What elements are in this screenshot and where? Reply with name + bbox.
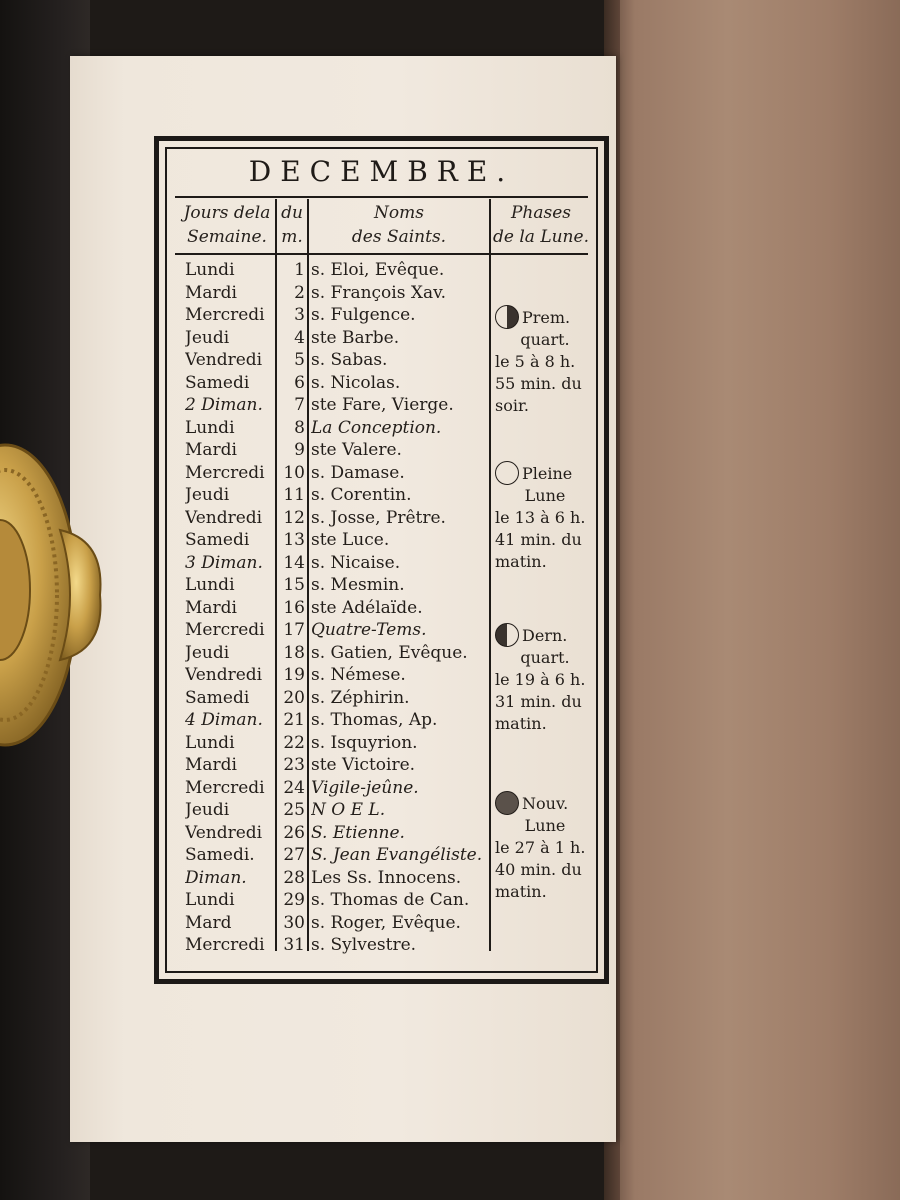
header-saint <box>311 201 487 249</box>
day-number-cell: 27 <box>283 845 305 865</box>
saint-cell: ste Barbe. <box>311 327 400 348</box>
phase-label: Dern. <box>522 626 568 645</box>
weekday-cell: Samedi. <box>185 845 255 865</box>
phase-line <box>495 305 595 329</box>
phase-line: Lune <box>524 816 566 835</box>
day-number-cell: 6 <box>294 372 305 393</box>
phase-line: 41 min. du <box>495 530 582 549</box>
day-number-cell: 26 <box>283 822 305 843</box>
table-row <box>159 912 589 935</box>
saint-cell: s. Thomas, Ap. <box>311 710 438 730</box>
saint-cell: s. Corentin. <box>311 485 412 505</box>
saint-cell: Quatre-Tems. <box>311 620 427 640</box>
day-number-cell: 10 <box>283 462 305 483</box>
phase-label: Prem. <box>522 308 571 327</box>
day-number-cell: 24 <box>283 777 305 798</box>
header-saint-line1: Noms <box>374 203 424 223</box>
day-number-cell: 8 <box>294 417 305 438</box>
phase-line: le 5 à 8 h. <box>495 352 576 371</box>
weekday-cell: Jeudi <box>185 800 230 820</box>
weekday-cell: Mercredi <box>185 462 265 483</box>
phase-label: Pleine <box>522 464 573 483</box>
saint-cell: s. Sabas. <box>311 350 388 370</box>
weekday-cell: 3 Diman. <box>185 552 263 573</box>
weekday-cell: Vendredi <box>185 507 263 528</box>
weekday-cell: Samedi <box>185 687 250 708</box>
weekday-cell: Vendredi <box>185 822 263 843</box>
day-number-cell: 12 <box>283 507 305 528</box>
table-row <box>159 439 589 462</box>
weekday-cell: Mercredi <box>185 620 265 640</box>
phase-line <box>495 623 595 647</box>
weekday-cell: Jeudi <box>185 327 230 348</box>
saint-cell: s. Némese. <box>311 665 406 685</box>
weekday-cell: Vendredi <box>185 350 263 370</box>
saint-cell: ste Fare, Vierge. <box>311 395 454 415</box>
phase-line: quart. <box>520 648 570 667</box>
day-number-cell: 4 <box>294 327 305 348</box>
phase-new-moon <box>495 791 595 903</box>
header-num <box>275 201 309 249</box>
weekday-cell: Samedi <box>185 530 250 550</box>
weekday-cell: Lundi <box>185 732 235 753</box>
day-number-cell: 16 <box>283 597 305 618</box>
day-number-cell: 19 <box>283 665 305 685</box>
header-day-line2: Semaine. <box>187 227 267 247</box>
day-number-cell: 29 <box>283 890 305 910</box>
header-phase-line1: Phases <box>510 203 572 223</box>
saint-cell: s. Thomas de Can. <box>311 890 470 910</box>
day-number-cell: 9 <box>294 440 305 460</box>
table-row <box>159 597 589 620</box>
saint-cell: s. Zéphirin. <box>311 687 410 708</box>
weekday-cell: Lundi <box>185 260 235 280</box>
header-day <box>181 201 273 249</box>
phase-full-moon <box>495 461 595 573</box>
month-title: DECEMBRE. <box>248 155 515 188</box>
saint-cell: s. Gatien, Evêque. <box>311 642 468 663</box>
day-number-cell: 1 <box>294 260 305 280</box>
phase-last-quarter <box>495 623 595 735</box>
header-saint-line2: des Saints. <box>351 227 447 247</box>
saint-cell: s. Sylvestre. <box>311 935 417 955</box>
header-rule-top <box>175 196 588 198</box>
table-row <box>159 259 589 282</box>
header-day-line1: Jours dela <box>183 203 271 223</box>
saint-cell: s. Roger, Evêque. <box>311 912 461 933</box>
phase-first-quarter <box>495 305 595 417</box>
saint-cell: s. Josse, Prêtre. <box>311 507 446 528</box>
day-number-cell: 18 <box>283 642 305 663</box>
table-row <box>159 574 589 597</box>
weekday-cell: Mard <box>185 912 232 933</box>
calendar-frame <box>154 136 609 984</box>
header-num-line1: du <box>281 203 303 223</box>
saint-cell: S. Etienne. <box>311 822 405 843</box>
phase-line: soir. <box>495 396 529 415</box>
saint-cell: s. Isquyrion. <box>311 732 418 753</box>
phase-line: matin. <box>495 714 547 733</box>
phase-line: Lune <box>524 486 566 505</box>
header-phase-line2: de la Lune. <box>493 227 589 247</box>
weekday-cell: Vendredi <box>185 665 263 685</box>
phase-label: Nouv. <box>522 794 569 813</box>
saint-cell: s. Mesmin. <box>311 575 405 595</box>
phase-line: quart. <box>520 330 570 349</box>
phase-line <box>495 461 595 485</box>
saint-cell: ste Luce. <box>311 530 390 550</box>
day-number-cell: 17 <box>283 620 305 640</box>
saint-cell: ste Valere. <box>311 440 402 460</box>
day-number-cell: 15 <box>283 575 305 595</box>
moon-full-moon-icon <box>495 461 519 485</box>
saint-cell: ste Adélaïde. <box>311 597 423 618</box>
weekday-cell: Lundi <box>185 575 235 595</box>
phase-line <box>495 791 595 815</box>
moon-new-moon-icon <box>495 791 519 815</box>
saint-cell: s. Damase. <box>311 462 405 483</box>
phase-line: le 13 à 6 h. <box>495 508 586 527</box>
weekday-cell: Mercredi <box>185 777 265 798</box>
table-row <box>159 754 589 777</box>
day-number-cell: 13 <box>283 530 305 550</box>
day-number-cell: 21 <box>283 710 305 730</box>
saint-cell: S. Jean Evangéliste. <box>311 845 483 865</box>
weekday-cell: 2 Diman. <box>185 395 263 415</box>
header-phase <box>489 201 593 249</box>
saint-cell: s. Nicolas. <box>311 372 401 393</box>
saint-cell: Vigile-jeûne. <box>311 777 419 798</box>
day-number-cell: 11 <box>283 485 305 505</box>
day-number-cell: 30 <box>283 912 305 933</box>
saint-cell: s. François Xav. <box>311 282 447 303</box>
day-number-cell: 5 <box>294 350 305 370</box>
day-number-cell: 28 <box>283 867 305 888</box>
day-number-cell: 22 <box>283 732 305 753</box>
saint-cell: s. Nicaise. <box>311 552 401 573</box>
table-row <box>159 282 589 305</box>
saint-cell: ste Victoire. <box>311 755 416 775</box>
weekday-cell: Mardi <box>185 282 237 303</box>
phase-line: matin. <box>495 882 547 901</box>
phase-line: le 19 à 6 h. <box>495 670 586 689</box>
weekday-cell: Jeudi <box>185 642 230 663</box>
day-number-cell: 23 <box>283 755 305 775</box>
weekday-cell: Mercredi <box>185 935 265 955</box>
table-row <box>159 934 589 957</box>
day-number-cell: 3 <box>294 305 305 325</box>
moon-first-quarter-icon <box>495 305 519 329</box>
weekday-cell: Lundi <box>185 890 235 910</box>
weekday-cell: Jeudi <box>185 485 230 505</box>
day-number-cell: 25 <box>283 800 305 820</box>
saint-cell: s. Eloi, Evêque. <box>311 260 445 280</box>
weekday-cell: Mardi <box>185 440 237 460</box>
saint-cell: N O E L. <box>311 800 386 820</box>
weekday-cell: Samedi <box>185 372 250 393</box>
phase-line: 31 min. du <box>495 692 582 711</box>
day-number-cell: 14 <box>283 552 305 573</box>
weekday-cell: Mardi <box>185 597 237 618</box>
saint-cell: Les Ss. Innocens. <box>311 867 462 888</box>
weekday-cell: 4 Diman. <box>185 710 263 730</box>
table-row <box>159 417 589 440</box>
header-num-line2: m. <box>281 227 303 247</box>
brass-clasp-icon <box>0 440 110 750</box>
day-number-cell: 20 <box>283 687 305 708</box>
moon-last-quarter-icon <box>495 623 519 647</box>
saint-cell: La Conception. <box>311 417 442 438</box>
book-cover <box>612 0 900 1200</box>
phase-line: le 27 à 1 h. <box>495 838 586 857</box>
day-number-cell: 7 <box>294 395 305 415</box>
day-number-cell: 2 <box>294 282 305 303</box>
header-rule-bottom <box>175 253 588 255</box>
phase-line: 40 min. du <box>495 860 582 879</box>
weekday-cell: Lundi <box>185 417 235 438</box>
weekday-cell: Mercredi <box>185 305 265 325</box>
phase-line: matin. <box>495 552 547 571</box>
saint-cell: s. Fulgence. <box>311 305 416 325</box>
weekday-cell: Diman. <box>185 867 247 888</box>
phase-line: 55 min. du <box>495 374 582 393</box>
day-number-cell: 31 <box>283 935 305 955</box>
weekday-cell: Mardi <box>185 755 237 775</box>
